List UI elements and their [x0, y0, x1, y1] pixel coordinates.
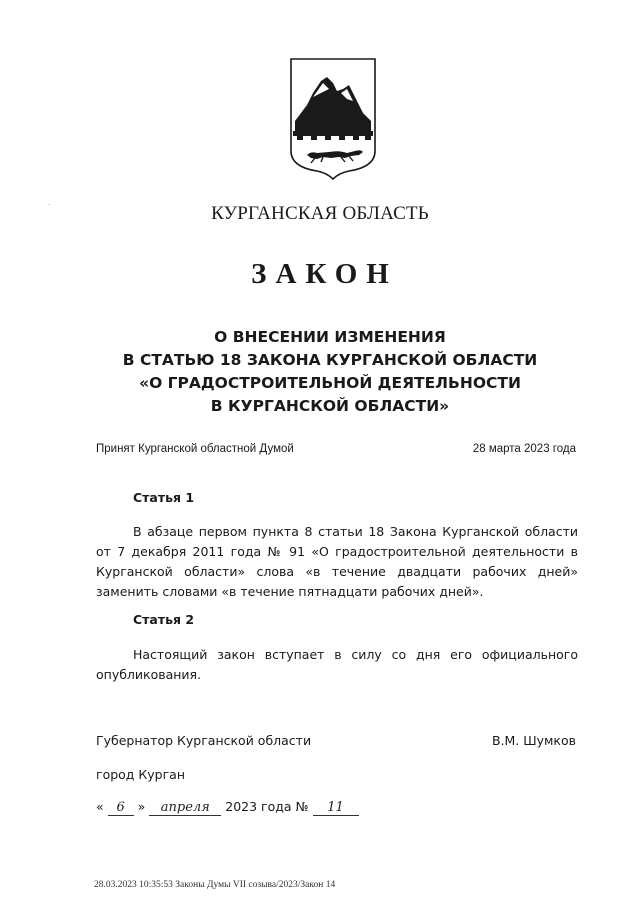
footer-stamp: 28.03.2023 10:35:53 Законы Думы VII созыва/2023/Закон 14: [94, 880, 336, 890]
kurgan-coat-of-arms-icon: [289, 57, 377, 181]
handwritten-number: 11: [313, 801, 359, 816]
scan-speck: [49, 204, 50, 205]
law-title-line: В КУРГАНСКОЙ ОБЛАСТИ»: [210, 397, 450, 415]
open-quote: «: [96, 799, 104, 814]
article-2-heading: Статья 2: [133, 612, 195, 627]
article-1-text: В абзаце первом пункта 8 статьи 18 Закона Курганской области от 7 декабря 2011 года № 91 «О градостроительной деятельности в Курганской области» слова «в течение двадцати рабочих дней» заменить словами «в течение пятнадцати рабочих дней».: [96, 524, 578, 599]
law-title-line: «О ГРАДОСТРОИТЕЛЬНОЙ ДЕЯТЕЛЬНОСТИ: [139, 374, 521, 392]
article-2-text: Настоящий закон вступает в силу со дня его официального опубликования.: [96, 647, 578, 682]
document-type: ЗАКОН: [251, 258, 398, 290]
year-text: 2023 года №: [225, 799, 309, 814]
law-title: [60, 326, 600, 418]
city: город Курган: [96, 767, 186, 782]
adoption-date: 28 марта 2023 года: [472, 443, 576, 455]
close-quote: »: [137, 799, 146, 814]
article-1-heading: Статья 1: [133, 490, 195, 505]
handwritten-day: 6: [108, 801, 134, 816]
law-title-line: О ВНЕСЕНИИ ИЗМЕНЕНИЯ: [214, 328, 446, 346]
region-name: КУРГАНСКАЯ ОБЛАСТЬ: [211, 203, 429, 224]
signing-date-line: [96, 799, 359, 816]
law-title-line: В СТАТЬЮ 18 ЗАКОНА КУРГАНСКОЙ ОБЛАСТИ: [122, 351, 538, 369]
handwritten-month: апреля: [149, 801, 221, 816]
signature-line: [96, 733, 576, 748]
signatory-name: В.М. Шумков: [491, 733, 576, 748]
adopted-by: Принят Курганской областной Думой: [96, 443, 294, 455]
adoption-line: [96, 443, 576, 455]
signatory-position: Губернатор Курганской области: [96, 733, 312, 748]
